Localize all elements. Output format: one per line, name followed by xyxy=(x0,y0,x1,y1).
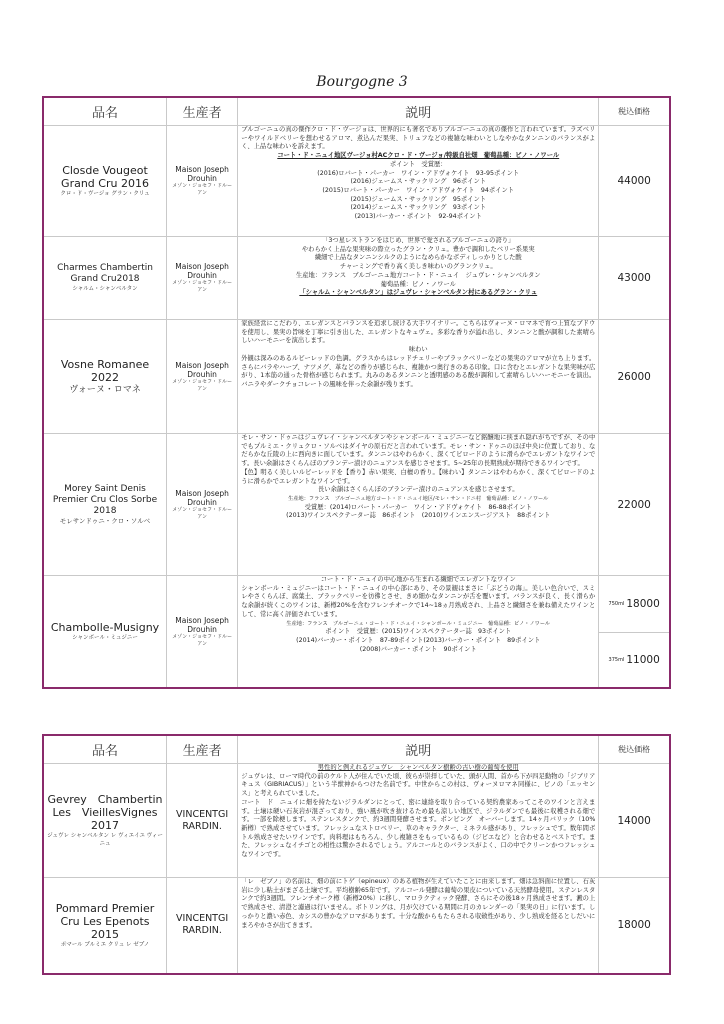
desc-text: 「レ ゼプノ」の名前は、畑の前にトゲ（epineux）のある植物が生えていたことに由来します。畑は急斜面に位置し、石灰岩に少し粘土がまざる土壌です。平均樹齢65年です。アルコール発酵は葡萄の果皮についている天然酵母使用。ステンレスタンクで約3週間。フレンチオーク樽（新樽20%）に移し、マロラクティック発酵、さらにその後18ヶ月熟成させます。澱の上で熟成させ、清澄と濾過は行いません。ボトリングは、月が欠けている期間に月のカレンダーの「果実の日」に行います。しっかりと濃い赤色、カシスの豊かなアロマがあります。十分な酸からもたらされる収斂性があり、少し熟成を経るとしだいにまろやかさが出てきます。 xyxy=(241,878,596,929)
header-price: 税込価格 xyxy=(599,97,670,126)
wine-description xyxy=(238,126,599,237)
producer-name: VINCENTGI RARDIN. xyxy=(176,913,229,937)
table-row xyxy=(43,878,670,974)
desc-text: 生産地：フランス ブルゴーニュ・コート・ド・ニュイ・シャンボール・ミュジニー 葡萄品種：ピノ・ノワール xyxy=(286,620,551,627)
desc-text: ブルゴーニュの真の傑作クロ・ド・ヴージョは、世界的にも著名でありブルゴーニュの真の傑作と言われています。ラズベリーやワイルドベリーを想わせるアロマ、煮込んだ果実、トリュフなどの複雑な味わいとしなやかなタンニンのバランスがよく、上品な味わいを訴えます。 xyxy=(241,126,596,151)
wine-name: Pommard Premier Cru Les Epenots 2015 xyxy=(55,901,155,941)
desc-text: 「シャルム・シャンベルタン」はジュヴレ・シャンベルタン村にあるグラン・クリュ xyxy=(299,289,538,297)
producer-name: Maison Joseph Drouhin xyxy=(175,615,229,634)
wine-name-ja: シャンボール・ミュジニー xyxy=(72,635,138,641)
wine-description xyxy=(238,764,599,878)
desc-text: 家族経営にこだわり、エレガンスとバランスを追求し続ける大手ワイナリー。こちらはヴォーヌ・ロマネで育つ上質なブドウを使用し、果実の旨味を丁寧に引き出した、エレガントなキュヴェ。多彩な香りが溢れ出し、タンニンと酸が調和した素晴らしいハーモニーを演出します。 xyxy=(241,320,596,345)
wine-name: Charmes Chambertin Grand Cru2018 xyxy=(57,263,153,284)
wine-name-ja: ヴォーヌ・ロマネ xyxy=(69,384,141,395)
desc-text: (2013)バーカー・ポイント 92-94ポイント xyxy=(354,213,482,221)
header-description: 説明 xyxy=(238,97,599,126)
desc-text: モレ・サン・ドゥニはジュヴレイ・シャンベルタンやシャンボール・ミュジニーなど銘醸地に挟まれ隠れがちですが、その中でもプルミエ・クリュクロ・ソルベはダイヤの原石だと言われています。モレ・サン・ドゥニのほぼ中央に位置しており、なだらかな丘陵の上に西向きに面しています。タンニンはやわらかく、深くてビロードのように滑らかでエレガントなワインです。長い余韻はさくらんぼのブランデー漬けのニュアンスを感じさせます。5~25年の長期熟成が期待できるワインです。 xyxy=(241,434,596,468)
wine-table-1 xyxy=(42,96,671,689)
price: 14000 xyxy=(599,764,670,878)
desc-text: 外観は深みのあるルビーレッドの色調。グラスからはレッドチェリーやブラックベリーなどの果実のアロマが立ち上ります。さらにバラやハーブ、ナツメグ、革などの香りが感じられ、複雑かつ奥行きのある印象。口に含むとエレガントな果実味が広がり、1本筋の通った骨格が感じられます。丸みのあるタンニンと透明感のある酸が調和して素晴らしいハーモニーを演出。バニラやダークチョコレートの風味を伴った余韻が残ります。 xyxy=(241,354,596,388)
price: 26000 xyxy=(599,320,670,434)
producer-name: Maison Joseph Drouhin xyxy=(175,488,229,507)
price: 43000 xyxy=(599,237,670,320)
desc-text: ジュヴレは、ローマ時代の前のケルト人が住んでいた頃、彼らが崇拝していた、頭が人間、首から下が四足動物の「ジブリアキュス（GIBRIACUS）」という半獣神からつけた名前です。中世からこの村は、ヴォーヌロマネ同様に、ピノの「エッセンス」と考えられていました。 xyxy=(241,772,596,798)
wine-name: Chambolle-Musigny xyxy=(50,621,160,634)
desc-text: (2014)ジェームス・サックリング 93ポイント xyxy=(350,204,487,212)
size-label-750: 750ml xyxy=(608,600,625,607)
desc-text: ポイント 受賞歴： xyxy=(389,160,447,168)
wine-name-ja: クロ・ド・ヴージョ グラン・クリュ xyxy=(60,191,150,197)
desc-text: シャンボール・ミュジニーはコート・ド・ニュイの中心部にあり、その景観はまさに「ぶどうの海」。美しい色合いで、スミレやさくらんぼ、腐葉土、ブラックベリーを彷彿とさせ、きめ細かなタンニンが舌を覆います。バランスが良く、長く滑らかな余韻が続くこのワインは、新樽20%を含むフレンチオークで14~18ヵ月熟成され、上品さと繊細さを兼ね備えたワインとして、常に高く評価されています。 xyxy=(241,584,596,618)
desc-text: 「3つ星レストランをはじめ、世界で愛されるブルゴーニュの誇り」 xyxy=(322,237,515,244)
table-row xyxy=(43,237,670,320)
table-row xyxy=(43,434,670,576)
price: 18000 xyxy=(599,878,670,974)
desc-text: やわらかく上品な果実味の際立ったグラン・クリュ。豊かで調和したベリー系果実 xyxy=(301,245,535,253)
desc-text: (2015)ロバート・パーカー ワイン・アドヴォケイト 94ポイント xyxy=(322,186,515,194)
wine-name: Morey Saint Denis Premier Cru Clos Sorbe 2018 xyxy=(52,484,158,516)
table-header-row xyxy=(43,97,670,126)
wine-name-ja: ジュヴレ シャンベルタン レ ヴィエイユ ヴィーニュ xyxy=(47,833,163,847)
desc-text: 【色】明るく美しいルビーレッドを【香り】赤い果実、白檀の香り。【味わい】タンニンはやわらかく、深くてビロードのように滑らかでエレガントなワインです。 xyxy=(241,468,596,485)
wine-name: Gevrey Chambertin Les VieillesVignes 2017 xyxy=(47,793,163,832)
wine-name-ja: シャルム・シャンベルタン xyxy=(72,286,138,292)
desc-text: 繊細で上品なタンニンシルクのようになめらかなボディしっかりとした酸 xyxy=(314,254,522,262)
desc-text: 受賞歴：(2014)ロバート・パーカー ワイン・アドヴォケイト 86-88ポイント xyxy=(304,503,532,511)
page-title: Bourgogne 3 xyxy=(316,74,408,90)
table-row xyxy=(43,320,670,434)
wine-description xyxy=(238,576,599,689)
table-header-row xyxy=(43,735,670,764)
desc-text: (2016)ジェームス・サックリング 96ポイント xyxy=(350,178,487,186)
wine-name-ja: ポマール プルミエ クリュ レ ゼプノ xyxy=(60,941,150,948)
header-producer: 生産者 xyxy=(167,97,238,126)
size-label-375: 375ml xyxy=(608,657,625,664)
desc-text: コート ド ニュイに畑を持たないジラルダンにとって、密に連絡を取り合っている契約農家あってこそのワインと言えます。土壌は硬い石灰岩が混ざっており、強い風が吹き抜けるため最も涼しい地区で、ジラルダンでも最後に収穫される畑です。一部を除梗します。ステンレスタンクで、約3週間発酵させます。ポンピング オーバーします。14ヶ月バリック（10%新樽）で熟成させています。フレッシュなストロベリー、草のキャラクター、ミネラル感があり、フレッシュです。数年間ボトル熟成させたいワインです。肉料理はもちろん、少し複雑さをもっているもの（ジビエなど）と合わせるとベストです。また、フレッシュなイチゴとの相性は驚かされるでしょう。アルコールとのバランスがよく、口の中でクリーンかつフレッシュなワインです。 xyxy=(241,798,596,859)
header-name: 品名 xyxy=(43,735,167,764)
price: 22000 xyxy=(599,434,670,576)
header-name: 品名 xyxy=(43,97,167,126)
producer-name: Maison Joseph Drouhin xyxy=(175,165,229,183)
desc-text: 生産地：フランス ブルゴーニュ地方コート・ド・ニュイ地区/モレ・サン・ドニ村 葡萄品種：ピノ・ノワール xyxy=(288,495,549,502)
desc-text: (2013)ワインスペクテーター誌 86ポイント (2010)ワインエンスージアスト 88ポイント xyxy=(286,512,551,520)
producer-name-ja: メゾン・ジョセフ・ドルーアン xyxy=(172,183,232,196)
price: 11000 xyxy=(626,654,660,667)
desc-text: コート・ド・ニュイの中心地から生まれる繊細でエレガントなワイン xyxy=(320,576,516,583)
producer-name: Maison Joseph Drouhin xyxy=(175,262,229,280)
producer-name-ja: メゾン・ジョセフ・ドルーアン xyxy=(172,280,232,293)
header-producer: 生産者 xyxy=(167,735,238,764)
desc-text: 味わい xyxy=(408,346,428,354)
wine-description xyxy=(238,320,599,434)
desc-text: (2015)ジェームス・サックリング 95ポイント xyxy=(350,195,487,203)
desc-text: コート・ド・ニュイ地区ヴージョ村ACクロ・ド・ヴージョ/特級自社畑 葡萄品種：ピノ・ノワール xyxy=(277,152,560,160)
header-description: 説明 xyxy=(238,735,599,764)
wine-name: Closde Vougeot Grand Cru 2016 xyxy=(61,164,149,190)
desc-text: 生産地：フランス ブルゴーニュ地方コート・ド・ニュイ ジュヴレ・シャンベルタン xyxy=(295,271,541,279)
price: 44000 xyxy=(599,126,670,237)
price-375 xyxy=(599,633,669,689)
producer-name-ja: メゾン・ジョセフ・ドルーアン xyxy=(172,506,232,520)
price: 18000 xyxy=(626,597,660,610)
desc-text: (2016)ロバート・パーカー ワイン・アドヴォケイト 93-95ポイント xyxy=(317,169,520,177)
producer-name-ja: メゾン・ジョセフ・ドルーアン xyxy=(172,633,232,647)
wine-description xyxy=(238,237,599,320)
wine-name-ja: モレサンドゥニ・クロ・ソルベ xyxy=(59,517,151,525)
wine-description xyxy=(238,878,599,974)
table-row xyxy=(43,576,670,689)
table-row xyxy=(43,126,670,237)
desc-text: 長い余韻はさくらんぼのブランデー漬けのニュアンスを感じさせます。 xyxy=(317,486,519,494)
wine-description xyxy=(238,434,599,576)
header-price: 税込価格 xyxy=(599,735,670,764)
desc-text: (2014)バーカー・ポイント 87-89ポイント(2013)バーカー・ポイント 89ポイント xyxy=(296,636,541,644)
desc-text: チャーミングで香り高く美しき味わいのグランクリュ。 xyxy=(339,263,497,271)
producer-name-ja: メゾン・ジョセフ・ドルーアン xyxy=(172,378,232,392)
desc-text: 男性的と例えれるジュヴレ シャンベルタン樹齢の古い樹の葡萄を使用 xyxy=(317,764,519,771)
table-row xyxy=(43,764,670,878)
producer-name: VINCENTGI RARDIN. xyxy=(176,808,229,832)
desc-text: 葡萄品種：ピノ・ノワール xyxy=(380,280,456,288)
price-750 xyxy=(599,576,669,633)
desc-text: (2008)バーカー・ポイント 90ポイント xyxy=(359,645,477,653)
wine-table-2 xyxy=(42,734,671,975)
wine-name: Vosne Romanee 2022 xyxy=(60,357,150,384)
producer-name: Maison Joseph Drouhin xyxy=(175,360,229,379)
desc-text: ポイント 受賞歴：(2015)ワインスペクテーター誌 93ポイント xyxy=(325,628,512,636)
